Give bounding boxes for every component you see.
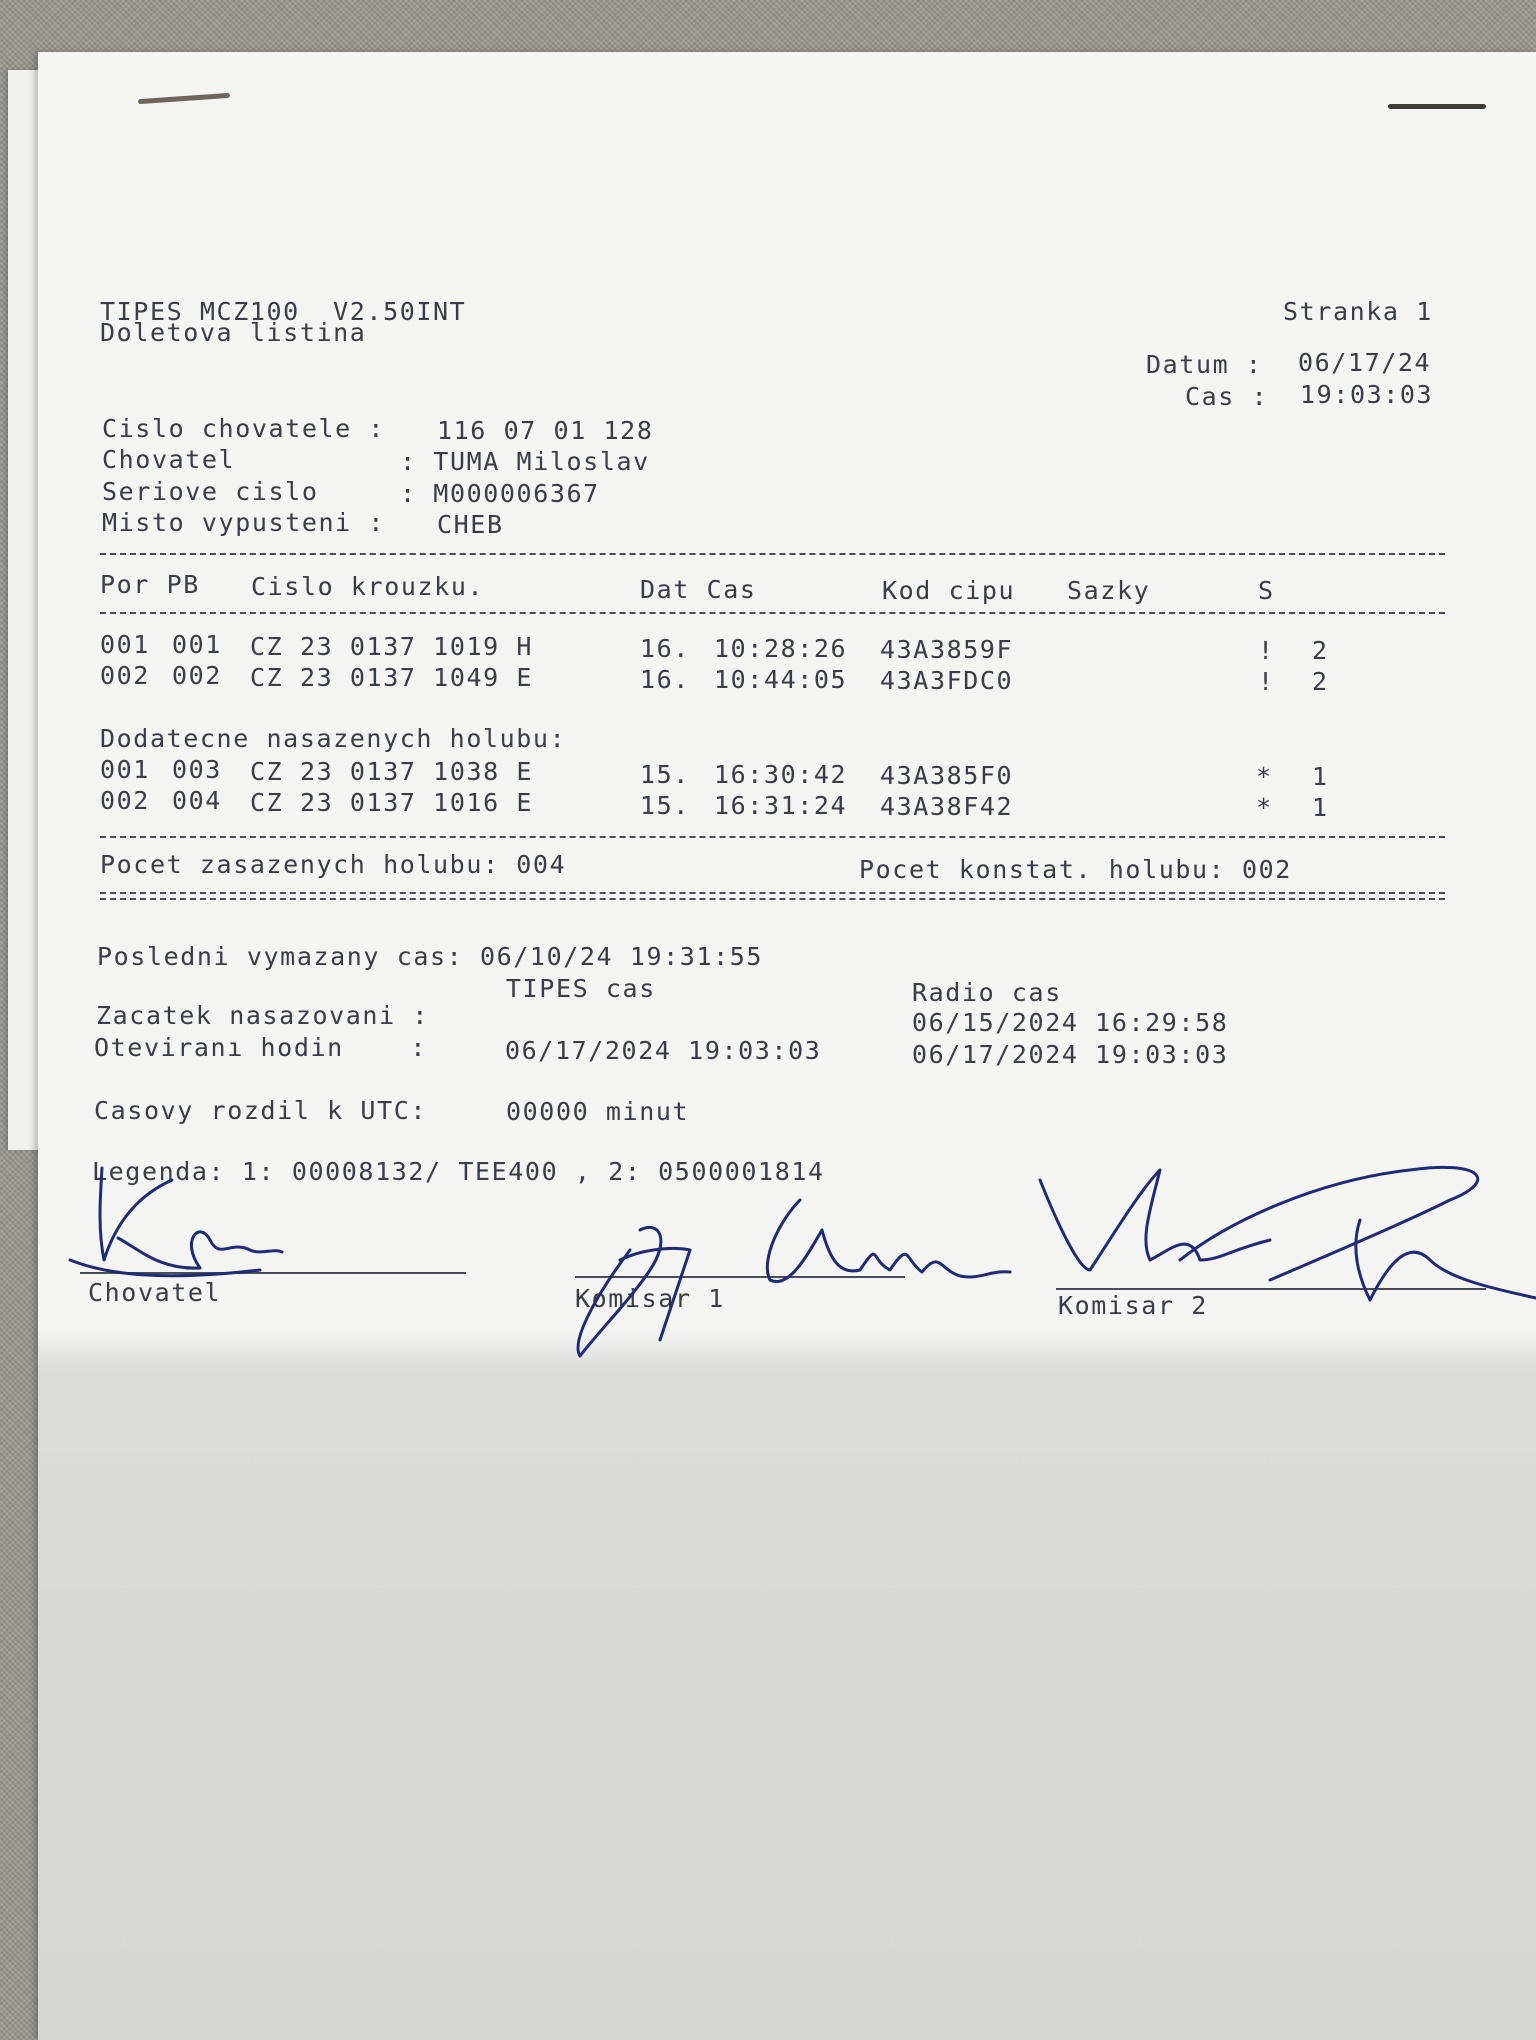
row-s: 2 (1312, 667, 1329, 696)
col-s: S (1258, 576, 1275, 605)
time-label: Cas : (1185, 382, 1269, 411)
commissioner1-signature-label: Komisar 1 (575, 1284, 725, 1313)
row-dat: 15. (640, 791, 690, 820)
col-chip: Kod cipu (882, 576, 1016, 605)
program-version: TIPES MCZ100 V2.50INT (100, 297, 467, 326)
clock-open-tipes: 06/17/2024 19:03:03 (505, 1036, 822, 1065)
col-bets: Sazky (1067, 576, 1151, 605)
shadow-overlay (38, 1330, 1536, 2040)
row-cas: 10:44:05 (714, 665, 848, 694)
row-s: 1 (1312, 762, 1329, 791)
serial-label: Seriove cislo (102, 477, 319, 506)
time-value: 19:03:03 (1300, 380, 1434, 409)
row-por: 002 (100, 786, 150, 815)
tipes-cas-header: TIPES cas (506, 974, 656, 1003)
col-datetime: Dat Cas (640, 575, 757, 604)
row-chip: 43A3859F (880, 635, 1014, 664)
row-ring: CZ 23 0137 1016 E (250, 788, 534, 817)
clocked-count: Pocet konstat. holubu: 002 (859, 855, 1292, 884)
breeder-number-label: Cislo chovatele : (102, 414, 386, 443)
separator-bottom (100, 836, 1445, 838)
row-por: 001 (100, 755, 150, 784)
row-cas: 16:30:42 (714, 760, 848, 789)
clock-open-label: Oteviranı hodin : (94, 1033, 428, 1062)
row-flag: * (1256, 793, 1273, 822)
staple-right (1388, 104, 1486, 109)
breeder-signature-label: Chovatel (88, 1278, 222, 1307)
row-ring: CZ 23 0137 1049 E (250, 663, 534, 692)
legend: Legenda: 1: 00008132/ TEE400 , 2: 0500001814 (92, 1157, 825, 1186)
row-pb: 001 (172, 630, 222, 659)
basketed-count: Pocet zasazenych holubu: 004 (100, 850, 567, 879)
row-pb: 002 (172, 661, 222, 690)
separator-top (100, 553, 1445, 555)
row-chip: 43A385F0 (880, 761, 1014, 790)
document-title: Doletova listina (100, 318, 367, 347)
row-s: 1 (1312, 793, 1329, 822)
separator-double (100, 892, 1445, 900)
date-value: 06/17/24 (1298, 348, 1432, 377)
row-dat: 16. (640, 665, 690, 694)
breeder-name-label: Chovatel (102, 445, 236, 474)
row-pb: 003 (172, 755, 222, 784)
additional-label: Dodatecne nasazenych holubu: (100, 724, 567, 753)
row-flag: ! (1258, 667, 1275, 696)
breeder-number-value: 116 07 01 128 (437, 416, 654, 445)
row-dat: 16. (640, 634, 690, 663)
start-radio-time: 06/15/2024 16:29:58 (912, 1008, 1229, 1037)
col-por-pb: Por PB (100, 570, 200, 599)
row-ring: CZ 23 0137 1019 H (250, 632, 534, 661)
release-value: CHEB (437, 510, 504, 539)
row-pb: 004 (172, 786, 222, 815)
commissioner1-signature (560, 1180, 1020, 1360)
col-ring: Cislo krouzku. (251, 572, 485, 601)
row-cas: 16:31:24 (714, 791, 848, 820)
commissioner2-signature (1030, 1150, 1536, 1310)
row-dat: 15. (640, 760, 690, 789)
separator-header (100, 612, 1445, 614)
row-cas: 10:28:26 (714, 634, 848, 663)
date-label: Datum : (1146, 350, 1263, 379)
commissioner2-signature-label: Komisar 2 (1058, 1291, 1208, 1320)
serial-value: : M000006367 (400, 479, 600, 508)
row-flag: ! (1258, 636, 1275, 665)
page-number: Stranka 1 (1283, 297, 1433, 326)
release-label: Misto vypusteni : (102, 508, 386, 537)
row-por: 002 (100, 661, 150, 690)
breeder-name-value: : TUMA Miloslav (400, 447, 650, 476)
row-flag: * (1256, 762, 1273, 791)
row-chip: 43A38F42 (880, 792, 1014, 821)
row-ring: CZ 23 0137 1038 E (250, 757, 534, 786)
radio-cas-header: Radio cas (912, 978, 1062, 1007)
row-chip: 43A3FDC0 (880, 666, 1014, 695)
start-basketing-label: Zacatek nasazovani : (96, 1001, 430, 1030)
breeder-signature (60, 1150, 300, 1290)
utc-diff-label: Casovy rozdil k UTC: (94, 1096, 428, 1125)
row-s: 2 (1312, 636, 1329, 665)
last-erased-time: Posledni vymazany cas: 06/10/24 19:31:55 (97, 942, 764, 971)
clock-open-radio: 06/17/2024 19:03:03 (912, 1040, 1229, 1069)
row-por: 001 (100, 630, 150, 659)
utc-diff-value: 00000 minut (506, 1097, 690, 1126)
